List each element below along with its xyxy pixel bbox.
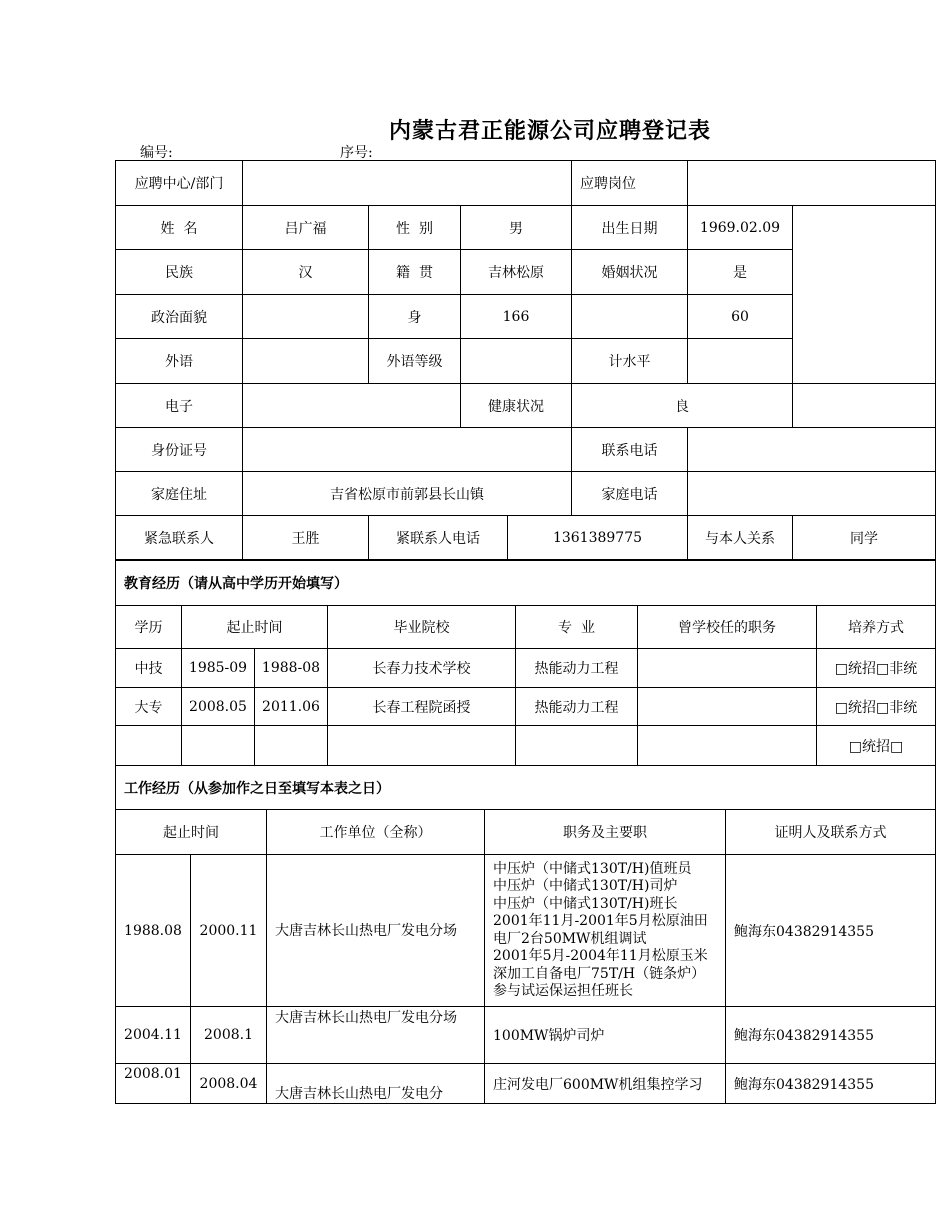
phone-field[interactable] [688,428,936,472]
duty-line: 中压炉（中储式130T/H)班长 [493,895,678,912]
height-label: 身 [369,295,461,339]
duty-line: 中压炉（中储式130T/H)值班员 [493,860,692,877]
edu-end[interactable] [255,726,328,766]
address-field[interactable]: 吉省松原市前郭县长山镇 [243,472,572,516]
dept-field[interactable] [243,161,572,206]
edu-degree[interactable]: 中技 [116,649,182,688]
photo-box [793,206,936,384]
ethnic-field[interactable]: 汉 [243,250,369,295]
edu-header-school: 毕业院校 [328,606,516,649]
emergency-contact-field[interactable]: 王胜 [243,516,369,560]
education-table [115,560,936,766]
language-field[interactable] [243,339,369,384]
emergency-phone-field[interactable]: 1361389775 [508,516,688,560]
computer-level-field[interactable] [688,339,793,384]
edu-start[interactable]: 1985-09 [182,649,255,688]
political-label: 政治面貌 [116,295,243,339]
work-end[interactable]: 2008.04 [191,1064,267,1104]
edu-duty[interactable] [638,688,817,726]
work-table [115,765,936,1104]
home-phone-field[interactable] [688,472,936,516]
name-field[interactable]: 吕广福 [243,206,369,250]
table-row [116,649,936,688]
dept-label: 应聘中心/部门 [116,161,243,206]
work-duties[interactable] [485,855,726,1007]
height-field[interactable]: 166 [461,295,572,339]
edu-major[interactable] [516,726,638,766]
position-field[interactable] [688,161,936,206]
edu-school[interactable]: 长春力技术学校 [328,649,516,688]
edu-mode-checkboxes[interactable]: □统招□ [817,726,936,766]
relation-label: 与本人关系 [688,516,793,560]
id-number-label: 身份证号 [116,428,243,472]
edu-header-duty: 曾学校任的职务 [638,606,817,649]
marital-label: 婚姻状况 [572,250,688,295]
table-row [116,855,936,1007]
email-label: 电子 [116,384,243,428]
home-phone-label: 家庭电话 [572,472,688,516]
address-label: 家庭住址 [116,472,243,516]
work-section-title: 工作经历（从参加作之日至填写本表之日） [116,766,936,810]
work-header-company: 工作单位（全称） [267,810,485,855]
edu-header-major: 专 业 [516,606,638,649]
serial-label: 编号: [140,145,173,161]
table-row [116,1064,936,1104]
edu-header-mode: 培养方式 [817,606,936,649]
emergency-contact-label: 紧急联系人 [116,516,243,560]
work-duties[interactable] [485,1064,726,1104]
work-start[interactable]: 1988.08 [116,855,191,1007]
edu-end[interactable]: 2011.06 [255,688,328,726]
duty-line: 中压炉（中储式130T/H)司炉 [493,878,678,894]
political-field[interactable] [243,295,369,339]
education-section-title: 教育经历（请从高中学历开始填写） [116,561,936,606]
form-title: 内蒙古君正能源公司应聘登记表 [388,118,711,144]
duty-line: 2001年5月-2004年11月松原玉米深加工自备电厂75T/H（链条炉）参与试运保运担任班长 [493,948,708,999]
position-label: 应聘岗位 [572,161,688,206]
weight-field[interactable]: 60 [688,295,793,339]
computer-level-label: 计水平 [572,339,688,384]
weight-label [572,295,688,339]
name-label: 姓 名 [116,206,243,250]
edu-degree[interactable] [116,726,182,766]
edu-header-degree: 学历 [116,606,182,649]
edu-school[interactable] [328,726,516,766]
work-company[interactable]: 大唐吉林长山热电厂发电分场 [267,1007,485,1064]
duty-line: 100MW锅炉司炉 [493,1028,605,1044]
language-label: 外语 [116,339,243,384]
birth-label: 出生日期 [572,206,688,250]
ethnic-label: 民族 [116,250,243,295]
id-number-field[interactable] [243,428,572,472]
gender-label: 性 别 [369,206,461,250]
edu-mode-checkboxes[interactable]: □统招□非统 [817,649,936,688]
work-header-period: 起止时间 [116,810,267,855]
duty-line: 庄河发电厂600MW机组集控学习 [493,1076,703,1093]
edu-school[interactable]: 长春工程院函授 [328,688,516,726]
gender-field[interactable]: 男 [461,206,572,250]
work-header-duties: 职务及主要职 [485,810,726,855]
edu-end[interactable]: 1988-08 [255,649,328,688]
table-row [116,726,936,766]
work-start[interactable]: 2004.11 [116,1007,191,1064]
health-field[interactable]: 良 [572,384,793,428]
edu-degree[interactable]: 大专 [116,688,182,726]
language-level-field[interactable] [461,339,572,384]
phone-label: 联系电话 [572,428,688,472]
work-end[interactable]: 2000.11 [191,855,267,1007]
edu-major[interactable]: 热能动力工程 [516,688,638,726]
work-reference[interactable]: 鲍海东04382914355 [726,1064,936,1104]
relation-field[interactable]: 同学 [793,516,936,560]
blank-cell [793,384,936,428]
edu-duty[interactable] [638,649,817,688]
origin-field[interactable]: 吉林松原 [461,250,572,295]
edu-header-period: 起止时间 [182,606,328,649]
email-field[interactable] [243,384,461,428]
edu-start[interactable] [182,726,255,766]
edu-duty[interactable] [638,726,817,766]
work-start[interactable]: 2008.01 [116,1064,191,1104]
edu-major[interactable]: 热能动力工程 [516,649,638,688]
basic-info-table [115,160,936,560]
edu-mode-checkboxes[interactable]: □统招□非统 [817,688,936,726]
work-company[interactable]: 大唐吉林长山热电厂发电分场 [267,855,485,1007]
order-label: 序号: [340,145,373,161]
work-header-reference: 证明人及联系方式 [726,810,936,855]
origin-label: 籍 贯 [369,250,461,295]
health-label: 健康状况 [461,384,572,428]
edu-start[interactable]: 2008.05 [182,688,255,726]
marital-field[interactable]: 是 [688,250,793,295]
table-row [116,1007,936,1064]
birth-field[interactable]: 1969.02.09 [688,206,793,250]
emergency-phone-label: 紧联系人电话 [369,516,508,560]
language-level-label: 外语等级 [369,339,461,384]
duty-line: 2001年11月-2001年5月松原油田电厂2台50MW机组调试 [493,913,708,947]
work-reference[interactable]: 鲍海东04382914355 [726,855,936,1007]
work-reference[interactable]: 鲍海东04382914355 [726,1007,936,1064]
table-row [116,688,936,726]
work-end[interactable]: 2008.1 [191,1007,267,1064]
work-company[interactable]: 大唐吉林长山热电厂发电分 [267,1064,485,1104]
work-duties[interactable] [485,1007,726,1064]
